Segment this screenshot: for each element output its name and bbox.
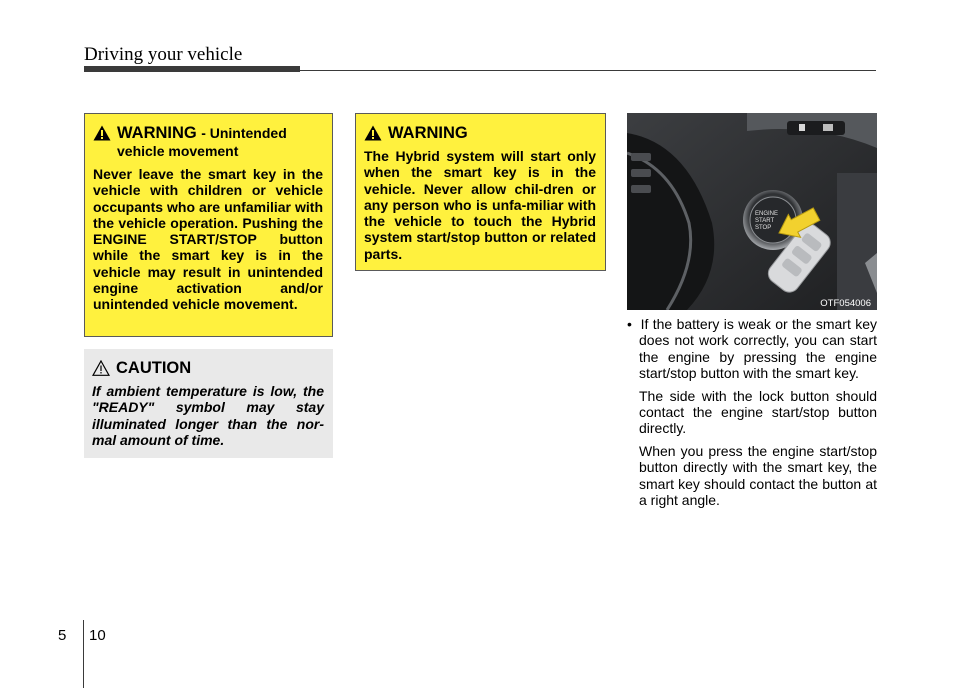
caution-body: If ambient temperature is low, the "READY" symbol may stay illuminated longer than the nor-mal amount of time.: [92, 383, 324, 448]
instructions-text: [627, 316, 877, 514]
smart-key-start-button-photo: [627, 113, 877, 310]
caution-title: CAUTION: [116, 359, 192, 377]
warning-subtitle-continued: vehicle movement: [117, 143, 239, 159]
bullet-marker: •: [627, 316, 632, 332]
warning-subtitle: - Unintended: [201, 125, 287, 141]
header-rule-thin: [300, 70, 876, 71]
footer-divider: [83, 620, 84, 688]
warning-body: Never leave the smart key in the vehicle with children or vehicle occupants who are unfamiliar with the vehicle operation. Pushing the ENGINE START/STOP button while the smart key is in the vehicle may result in unintended engine activation and/or unintended vehicle movement.: [93, 166, 323, 313]
caution-triangle-icon: [92, 360, 110, 376]
figure-code: OTF054006: [820, 298, 871, 309]
page-number: 10: [89, 627, 106, 644]
warning-box-unintended-movement: [84, 113, 333, 337]
instruction-paragraph-3: When you press the engine start/stop button directly with the smart key, the smart key should contact the button at a right angle.: [639, 442, 877, 509]
header-rule-thick: [84, 66, 300, 72]
instruction-bullet-1: [627, 316, 877, 382]
button-text-start: START: [755, 218, 775, 224]
button-text-engine: ENGINE: [755, 211, 779, 217]
instruction-paragraph-2: The side with the lock button should contact the engine start/stop button directly.: [639, 387, 877, 437]
warning-title: WARNING: [117, 124, 197, 142]
chapter-number: 5: [58, 627, 67, 644]
warning-box-hybrid-system: [355, 113, 606, 271]
button-text-stop: STOP: [755, 225, 772, 231]
instruction-text-1: If the battery is weak or the smart key does not work correctly, you can start the engine by pressing the engine start/stop button with the smart key.: [639, 316, 877, 382]
warning-triangle-icon: [93, 125, 111, 141]
warning-triangle-icon: [364, 125, 382, 141]
warning-body: The Hybrid system will start only when the smart key is in the vehicle. Never allow chil-dren or any person who is unfa-miliar with the vehicle to touch the Hybrid system start/stop button or related parts.: [364, 148, 596, 262]
warning-title: WARNING: [388, 124, 468, 142]
page-header-title: Driving your vehicle: [84, 44, 243, 65]
caution-box: [84, 349, 333, 458]
